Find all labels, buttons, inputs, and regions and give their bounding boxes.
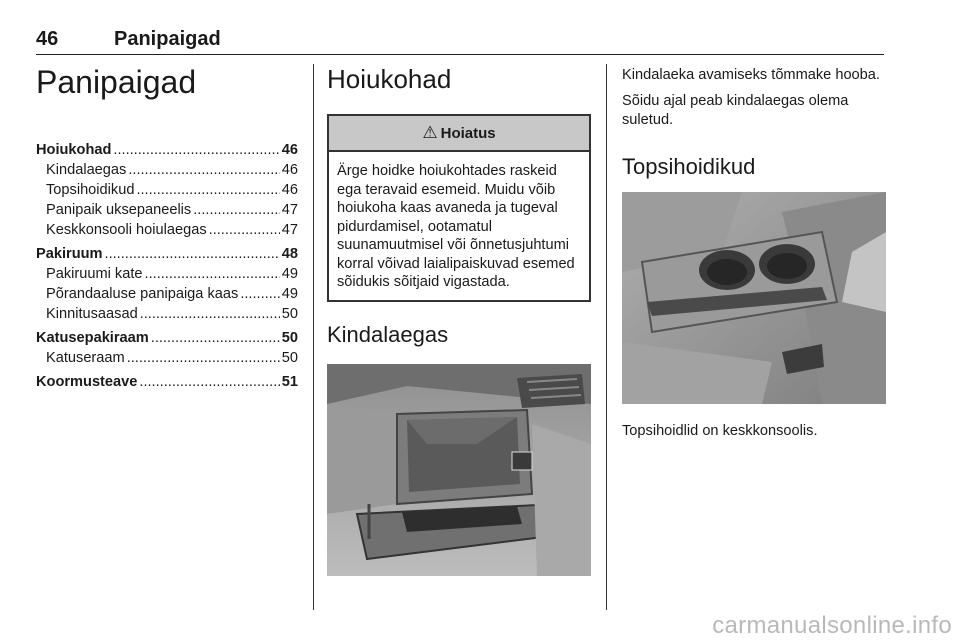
body-paragraph: Kindalaeka avamiseks tõmmake hooba.	[622, 67, 880, 83]
glovebox-title: Kindalaegas	[327, 321, 449, 347]
toc-entry-label: Kindalaegas	[46, 162, 127, 178]
toc-entry	[36, 244, 298, 264]
running-title: Panipaigad	[114, 28, 221, 50]
toc-entry-label: Katuseraam	[46, 350, 125, 366]
warning-heading: Hoiatus	[440, 124, 496, 142]
toc-entry-page: 50	[281, 306, 298, 322]
warning-header	[329, 116, 589, 152]
toc-entry-page: 48	[281, 246, 298, 262]
page-header	[36, 26, 884, 55]
warning-text: Ärge hoidke hoiukohtades raskeid ega teravaid esemeid. Muidu võib hoiukoha kaas avaneda ja tugeval pidurdamisel, ootamatul suunamuutmisel või õnnetusjuhtumi korral võivad laialipaiskuvad esemed sõidukis sõitjaid vigastada.	[337, 163, 575, 290]
toc-entry-label: Kinnitusaasad	[46, 306, 138, 322]
toc-entry	[36, 264, 298, 284]
toc-entry-page: 46	[281, 182, 298, 198]
toc-entry-page: 49	[281, 266, 298, 282]
toc-entry-page: 50	[281, 350, 298, 366]
toc-leader-dots	[209, 220, 280, 240]
toc-entry	[36, 348, 298, 368]
toc-entry-label: Katusepakiraam	[36, 330, 149, 346]
toc-entry	[36, 140, 298, 160]
toc-entry-label: Pakiruumi kate	[46, 266, 143, 282]
middle-column	[327, 62, 591, 576]
toc-entry-page: 47	[281, 222, 298, 238]
toc-entry	[36, 328, 298, 348]
page-number: 46	[36, 28, 59, 50]
column-divider	[606, 64, 607, 610]
toc-entry-label: Keskkonsooli hoiulaegas	[46, 222, 207, 238]
cupholder-photo	[622, 192, 886, 404]
toc-entry	[36, 220, 298, 240]
table-of-contents	[36, 140, 298, 392]
toc-entry	[36, 284, 298, 304]
toc-leader-dots	[140, 304, 280, 324]
toc-leader-dots	[136, 180, 279, 200]
toc-leader-dots	[105, 244, 280, 264]
glovebox-illustration	[327, 364, 591, 576]
toc-leader-dots	[151, 328, 280, 348]
toc-entry	[36, 304, 298, 324]
toc-leader-dots	[127, 348, 280, 368]
toc-entry-label: Pakiruum	[36, 246, 103, 262]
body-paragraph: Sõidu ajal peab kindalaegas olema suletud.	[622, 93, 849, 128]
toc-entry-page: 46	[281, 142, 298, 158]
toc-entry-label: Topsihoidikud	[46, 182, 135, 198]
toc-entry-page: 50	[281, 330, 298, 346]
photo-caption: Topsihoidlid on keskkonsoolis.	[622, 423, 818, 439]
toc-entry-label: Koormusteave	[36, 374, 138, 390]
cupholder-title: Topsihoidikud	[622, 154, 756, 179]
toc-leader-dots	[113, 140, 279, 160]
watermark: carmanualsonline.info	[712, 612, 952, 639]
toc-entry-label: Panipaik uksepaneelis	[46, 202, 192, 218]
toc-column	[36, 62, 298, 392]
toc-entry-label: Põrandaaluse panipaiga kaas	[46, 286, 239, 302]
toc-entry	[36, 180, 298, 200]
toc-leader-dots	[145, 264, 280, 284]
toc-entry	[36, 200, 298, 220]
toc-entry-page: 46	[281, 162, 298, 178]
section-title: Hoiukohad	[327, 64, 452, 94]
cupholder-illustration	[622, 192, 886, 404]
toc-leader-dots	[240, 284, 279, 304]
toc-entry-page: 49	[281, 286, 298, 302]
right-column	[622, 66, 886, 441]
toc-leader-dots	[193, 200, 280, 220]
toc-leader-dots	[139, 372, 279, 392]
chapter-title: Panipaigad	[36, 64, 197, 100]
toc-entry-page: 47	[281, 202, 298, 218]
toc-entry-label: Hoiukohad	[36, 142, 112, 158]
column-divider	[313, 64, 314, 610]
toc-entry	[36, 160, 298, 180]
toc-entry	[36, 372, 298, 392]
warning-box	[327, 114, 591, 302]
toc-leader-dots	[128, 160, 279, 180]
warning-triangle-icon: ⚠	[422, 123, 438, 142]
glovebox-photo	[327, 364, 591, 576]
toc-entry-page: 51	[281, 374, 298, 390]
